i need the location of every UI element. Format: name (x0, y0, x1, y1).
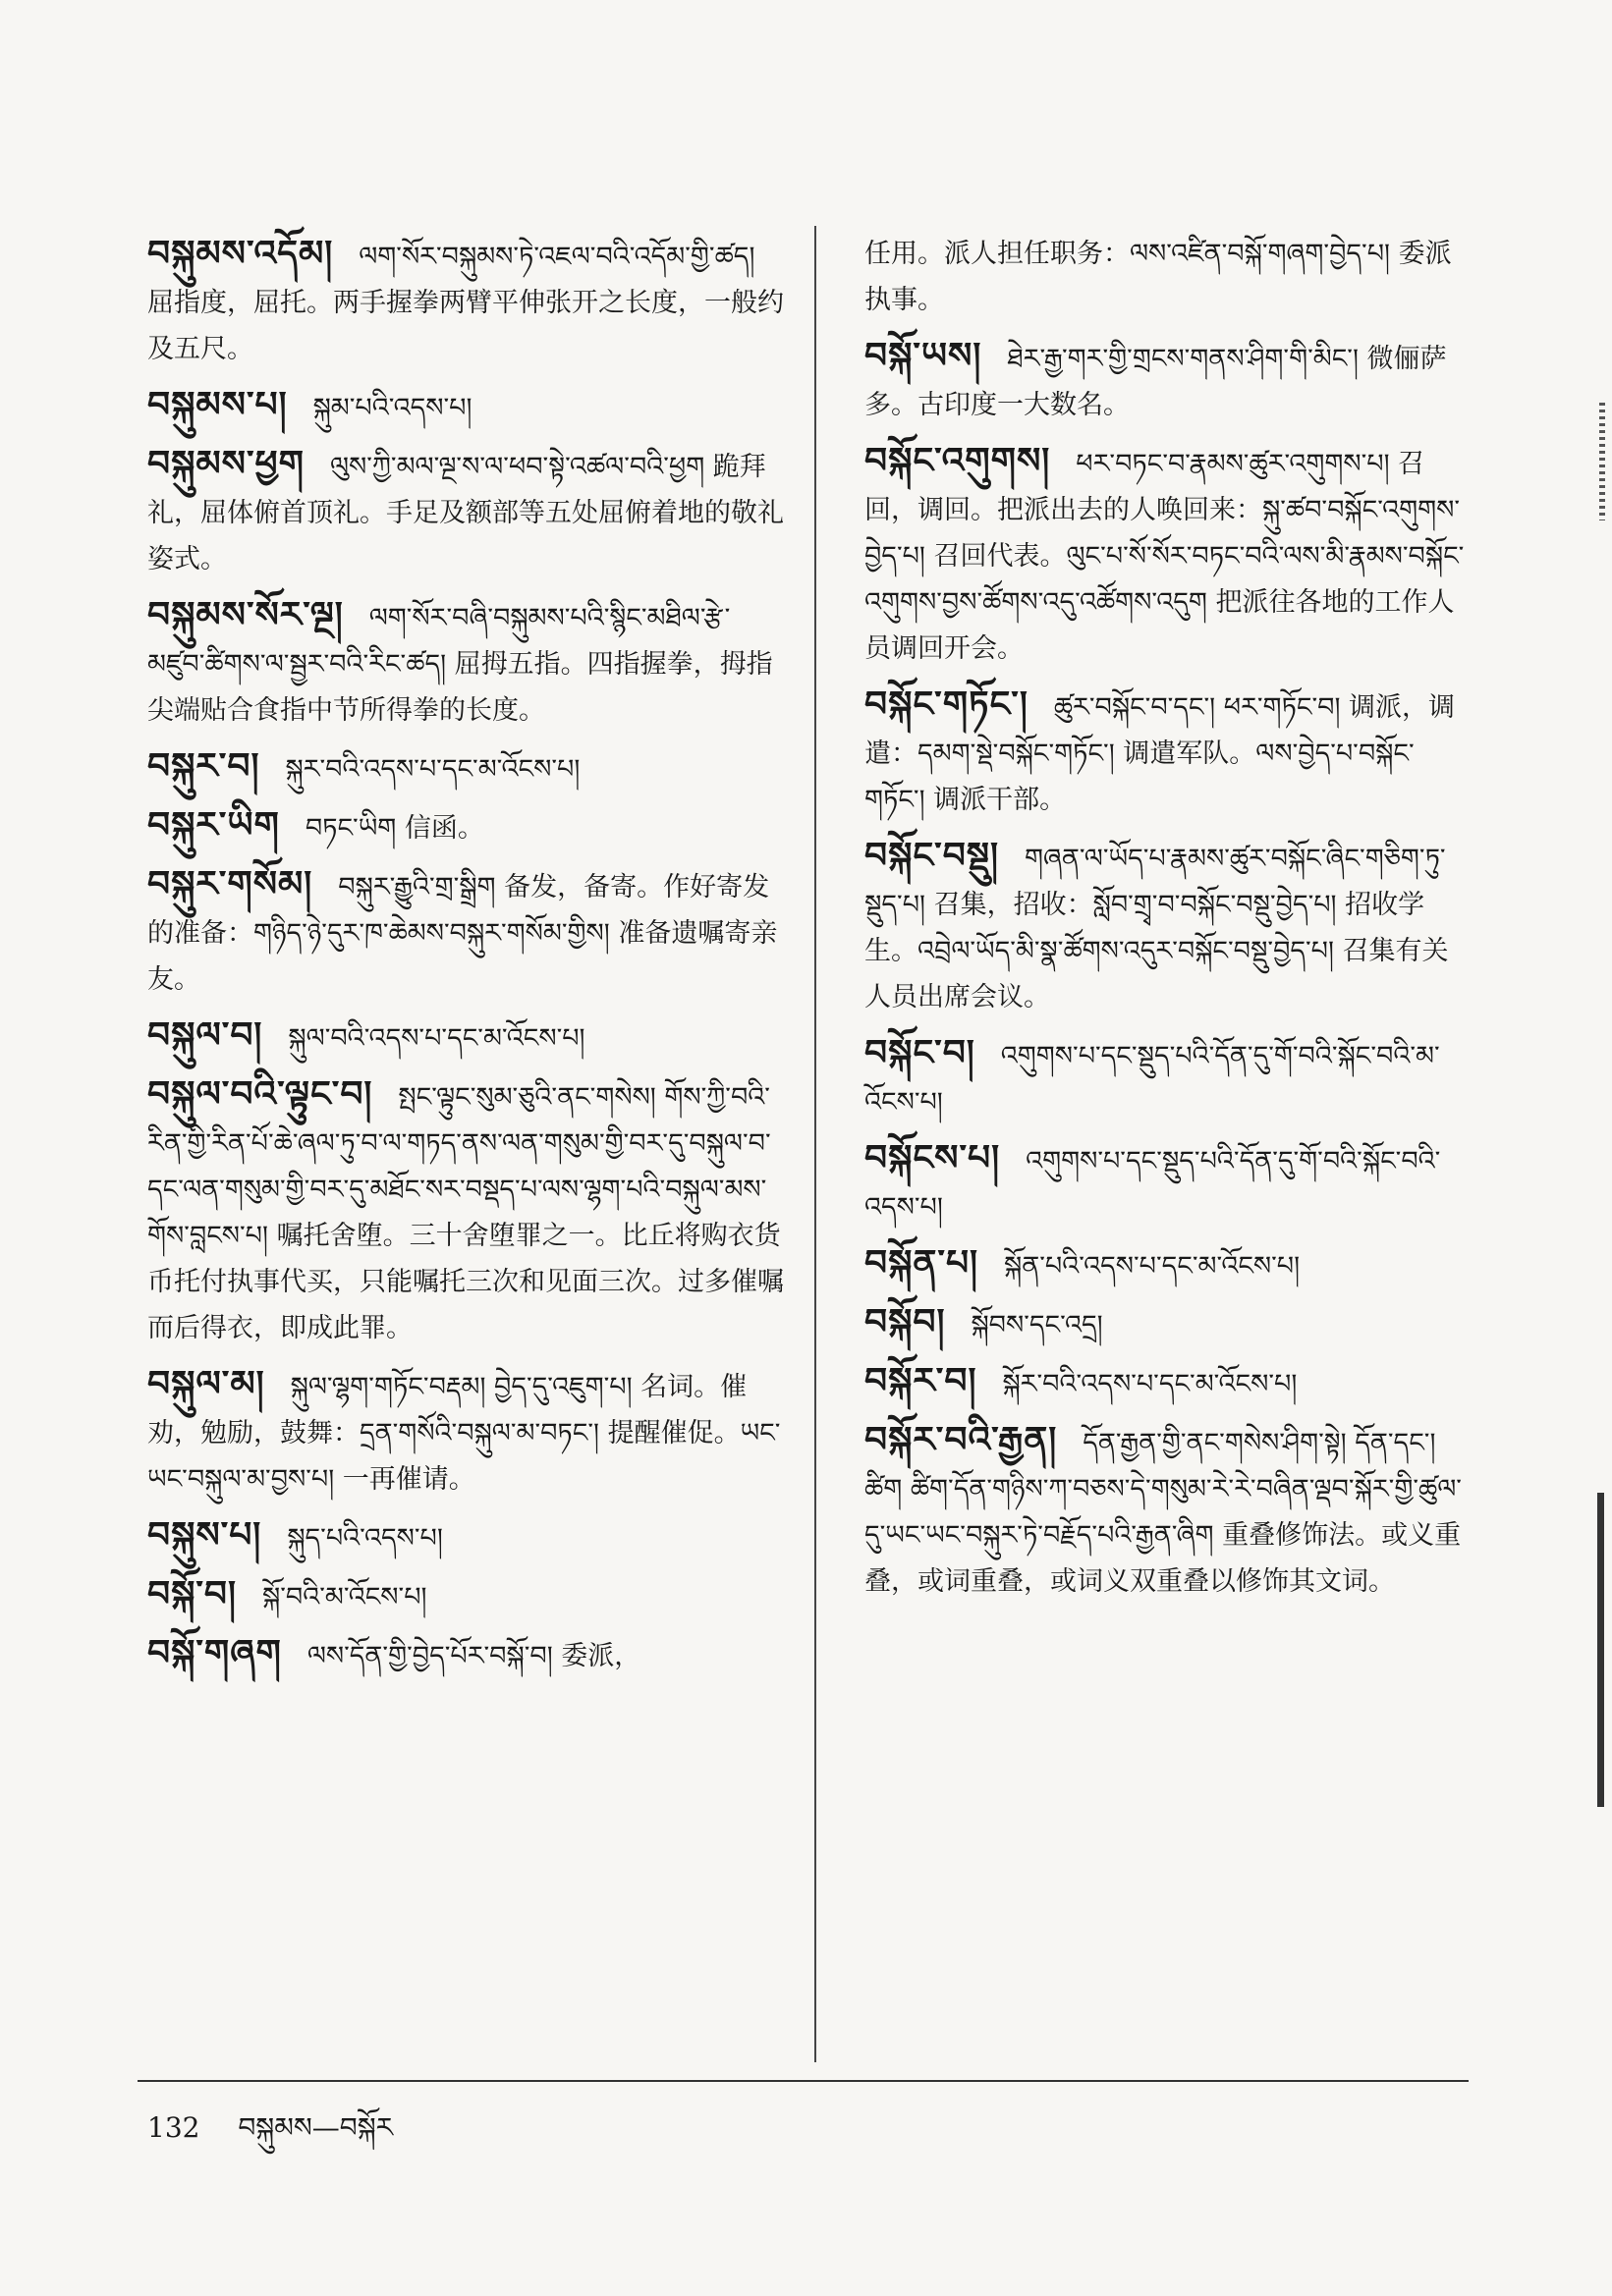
left-column (147, 231, 786, 1689)
page-footer (147, 2097, 393, 2174)
entry-definition: བསྐུར་རྒྱུའི་གྲ་སྒྲིག 备发，备寄。作好寄发的准备：གཉིད་ཉེ་དུར་ཁ་ཆེམས་བསྐུར་གསོམ་གྱིས། 准备遗嘱寄亲友。 (147, 872, 778, 995)
entry-definition: གཞན་ལ་ཡོད་པ་རྣམས་ཚུར་བསྐོང་ཞིང་གཅིག་ཏུ་སྡུད་པ། 召集，招收：སློབ་གྲྭ་བ་བསྐོང་བསྡུ་བྱེད་པ། 招收学生。འབྲེལ་ཡོད་མི་སྣ་ཚོགས་འདུར་བསྐོང་བསྡུ་བྱེད་པ། 召集有关人员出席会议。 (864, 844, 1449, 1012)
entry-headword: བསྐོང་བསྡུ། (864, 835, 999, 876)
entry-headword: བསྐུལ་བའི་ལྟུང་བ། (147, 1073, 373, 1115)
entry-definition: སྐོན་པའི་འདས་པ་དང་མ་འོངས་པ། (1004, 1251, 1301, 1282)
dictionary-entry (864, 1240, 1473, 1289)
entry-headword: བསྐོར་བ། (864, 1360, 977, 1401)
entry-definition: 任用。派人担任职务：ལས་འཛིན་བསྐོ་གཞག་བྱེད་པ། 委派执事。 (864, 239, 1452, 315)
entry-definition: ཐེར་རྒྱ་གར་གྱི་གྲངས་གནས་ཤིག་གི་མིང་། 微俪萨多。古印度一大数名。 (864, 344, 1447, 420)
entry-headword: བསྐོབ། (864, 1301, 946, 1342)
edge-mark (1599, 403, 1605, 520)
edge-bar (1597, 1493, 1604, 1807)
dictionary-entry (864, 1135, 1473, 1230)
entry-headword: བསྐུམས་འདོམ། (147, 233, 334, 274)
entry-headword: བསྐོ་གཞག (147, 1632, 282, 1673)
dictionary-entry (147, 861, 786, 1003)
entry-definition: སྐོར་བའི་འདས་པ་དང་མ་འོངས་པ། (1002, 1369, 1298, 1399)
dictionary-entry (147, 1630, 786, 1679)
page-number: 132 (147, 2111, 200, 2144)
entry-definition: འགུགས་པ་དང་སྡུད་པའི་དོན་དུ་གོ་བའི་སྐོང་བའི་མ་འོངས་པ། (864, 1041, 1440, 1118)
entry-definition: ཚུར་བསྐོང་བ་དང་། ཕར་གཏོང་བ། 调派，调遣：དམག་སྡེ་བསྐོང་གཏོང་། 调遣军队。ལས་བྱེད་པ་བསྐོང་གཏོང་། 调派干部。 (864, 692, 1456, 815)
dictionary-entry (147, 1571, 786, 1620)
entry-definition: སྐུལ་ལྷག་གཏོང་བརྡམ། བྱེད་དུ་འཇུག་པ། 名词。催劝，勉励，鼓舞：དྲན་གསོའི་བསྐུལ་མ་བཏང་། 提醒催促。ཡང་ཡང་བསྐུལ་མ་བྱས་པ། 一再催请。 (147, 1372, 781, 1495)
entry-headword: བསྐོང་བ། (864, 1032, 975, 1073)
entry-definition: སྐུལ་བའི་འདས་པ་དང་མ་འོངས་པ། (288, 1023, 585, 1054)
entry-definition: ལས་དོན་གྱི་བྱེད་པོར་བསྐོ་བ། 委派， (306, 1641, 641, 1671)
entry-definition: སྐོབས་དང་འདྲ། (971, 1310, 1103, 1340)
entry-headword: བསྐོ་ཡས། (864, 335, 982, 376)
entry-definition: ཕར་བཏང་བ་རྣམས་ཚུར་འགུགས་པ། 召回，调回。把派出去的人唤回来：སྐུ་ཚབ་བསྐོང་འགུགས་བྱེད་པ། 召回代表。ལུང་པ་སོ་སོར་བཏང་བའི་ལས་མི་རྣམས་བསྐོང་འགུགས་བྱས་ཚོགས་འདུ་འཚོགས་འདུག 把派往各地的工作人员调回开会。 (864, 449, 1465, 664)
entry-headword: བསྐུར་ཡིག (147, 804, 280, 846)
dictionary-entry (864, 438, 1473, 672)
entry-definition: དོན་རྒྱན་གྱི་ནང་གསེས་ཤིག་སྟེ། དོན་དང་། ཚིག ཚིག་དོན་གཉིས་ཀ་བཅས་དེ་གསུམ་རེ་རེ་བཞིན་ལྡབ་སྐོར་གྱི་ཚུལ་དུ་ཡང་ཡང་བསྐུར་ཏེ་བརྗོད་པའི་རྒྱན་ཞིག 重叠修饰法。或义重叠，或词重叠，或词义双重叠以修饰其文词。 (864, 1428, 1462, 1597)
entry-definition: སྐུམ་པའི་འདས་པ། (312, 393, 472, 423)
dictionary-entry (147, 1512, 786, 1561)
entry-headword: བསྐུར་གསོམ། (147, 863, 313, 904)
footer-rule (138, 2080, 1469, 2082)
entry-headword: བསྐོངས་པ། (864, 1137, 1001, 1178)
entry-headword: བསྐུམས་སོར་ལྔ། (147, 594, 344, 635)
entry-headword: བསྐོར་བའི་རྒྱན། (864, 1419, 1058, 1460)
dictionary-entry (864, 231, 1473, 323)
dictionary-entry (864, 1030, 1473, 1125)
entry-headword: བསྐོང་གཏོང་། (864, 683, 1028, 725)
dictionary-entry (864, 1299, 1473, 1348)
page-range: བསྐུམས—བསྐོར (238, 2111, 394, 2144)
entry-definition: ལག་སོར་བཞི་བསྐུམས་པའི་སྙིང་མཐིལ་རྩེ་མཛུབ་ཚིགས་ལ་སྦྱར་བའི་རིང་ཚད། 屈拇五指。四指握拳，拇指尖端贴合食指中节所得拳的长度。 (147, 603, 773, 726)
entry-definition: ལག་སོར་བསྐུམས་ཏེ་འཇལ་བའི་འདོམ་གྱི་ཚད། 屈指度，屈托。两手握拳两臂平伸张开之长度，一般约及五尺。 (147, 242, 784, 364)
entry-definition: སྐོ་བའི་མ་འོངས་པ། (262, 1582, 427, 1613)
entry-headword: བསྐོང་འགུགས། (864, 440, 1051, 481)
dictionary-entry (147, 743, 786, 793)
entry-headword: བསྐུལ་བ། (147, 1014, 263, 1056)
dictionary-entry (147, 1361, 786, 1503)
dictionary-entry (147, 592, 786, 734)
entry-definition: སྐུར་བའི་འདས་པ་དང་མ་འོངས་པ། (285, 754, 581, 785)
dictionary-entry (864, 682, 1473, 823)
dictionary-entry (147, 1071, 786, 1351)
dictionary-entry (864, 833, 1473, 1020)
entry-headword: བསྐོན་པ། (864, 1242, 979, 1284)
dictionary-entry (147, 382, 786, 431)
entry-headword: བསྐུལ་མ། (147, 1363, 265, 1404)
entry-headword: བསྐུར་བ། (147, 745, 260, 787)
column-divider (814, 226, 816, 2062)
entry-headword: བསྐུམས་པ། (147, 384, 288, 425)
entry-definition: བཏང་ཡིག 信函。 (305, 813, 484, 844)
entry-headword: བསྐུས་པ། (147, 1514, 262, 1556)
right-column (864, 231, 1473, 1614)
entry-headword: བསྐོ་བ། (147, 1573, 238, 1614)
dictionary-entry (147, 441, 786, 582)
entry-definition: འགུགས་པ་དང་སྡུད་པའི་དོན་དུ་གོ་བའི་སྐོང་བའི་འདས་པ། (864, 1146, 1441, 1223)
entry-definition: སྐུད་པའི་འདས་པ། (287, 1523, 443, 1554)
entry-definition: ལུས་ཀྱི་མལ་ལྔ་ས་ལ་ཕབ་སྟེ་འཚལ་བའི་ཕྱག 跪拜礼，屈体俯首顶礼。手足及额部等五处屈俯着地的敬礼姿式。 (147, 452, 784, 574)
dictionary-entry (147, 1012, 786, 1062)
dictionary-entry (864, 1358, 1473, 1407)
dictionary-entry (864, 333, 1473, 428)
entry-definition: སྤང་ལྟུང་སུམ་ཅུའི་ནང་གསེས། གོས་ཀྱི་བའི་རིན་གྱི་རིན་པོ་ཆེ་ཞལ་ཏུ་བ་ལ་གཏད་ནས་ལན་གསུམ་གྱི་བར་དུ་བསྐུལ་བ་དང་ལན་གསུམ་གྱི་བར་དུ་མཐོང་སར་བསྡད་པ་ལས་ལྷག་པའི་བསྐུལ་མས་གོས་བླངས་པ། 嘱托舍堕。三十舍堕罪之一。比丘将购衣货币托付执事代买，只能嘱托三次和见面三次。过多催嘱而后得衣，即成此罪。 (147, 1082, 784, 1343)
entry-headword: བསྐུམས་ཕྱག (147, 443, 305, 484)
dictionary-entry (864, 1417, 1473, 1605)
dictionary-entry (147, 802, 786, 851)
dictionary-entry (147, 231, 786, 372)
